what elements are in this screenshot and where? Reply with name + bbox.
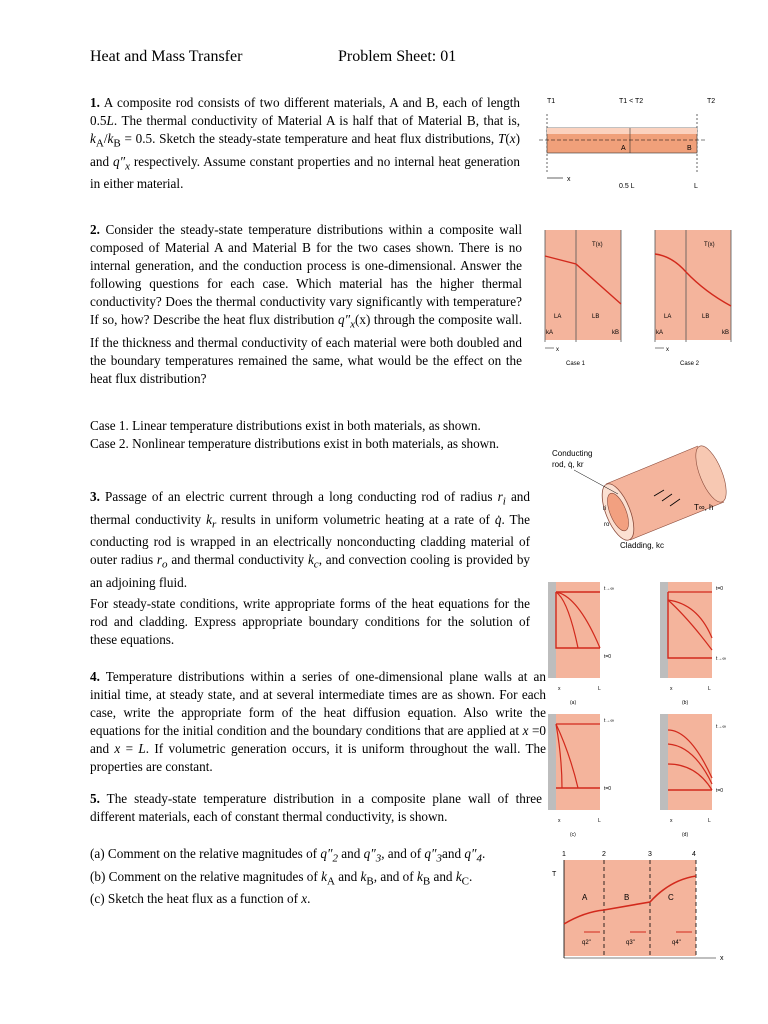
fig3-label-2: rod, q̇, kr <box>552 460 584 469</box>
fig1-material-a: A <box>621 145 626 152</box>
fig3-label-1: Conducting <box>552 449 593 458</box>
conducting-rod-figure <box>548 444 748 554</box>
case1-kb: kB <box>612 330 620 336</box>
fig4a-l: L <box>598 686 601 692</box>
fig5-q2: q2" <box>582 940 591 946</box>
fig4d-caption: (d) <box>682 832 689 838</box>
course-title: Heat and Mass Transfer <box>90 48 243 65</box>
fig4c-tinf: t→∞ <box>604 718 614 724</box>
fig4a-caption: (a) <box>570 700 577 706</box>
case2-lb: LB <box>702 314 710 320</box>
fig4d-l: L <box>708 818 711 824</box>
fig5-x: x <box>720 955 724 962</box>
fig4c-l: L <box>598 818 601 824</box>
fig5-n4: 4 <box>692 851 696 858</box>
fig1-l-label: L <box>694 183 698 190</box>
fig4a-t0: t=0 <box>604 654 612 660</box>
fig1-t1-lt-t2-label: T1 < T2 <box>619 98 644 105</box>
problem-1-text: 1. A composite rod consists of two different materials, A and B, each of length 0.5L. The thermal conductivity of Material A is half that of Material B, that is, $k_A/k_B = 0.5$. Sketch the steady-state temperature and heat flux distributions, T(x) and $q''_x$ respectively. Assume constant properties and no internal heat generation in either material. <box>90 95 520 192</box>
fig5-b: B <box>624 893 630 902</box>
case1-tx-label: T(x) <box>592 242 603 248</box>
case1-x: x <box>556 347 559 353</box>
problem-5-text: 5. The steady-state temperature distribution in a composite plane wall of three different materials, each of constant thermal conductivity, is shown. <box>90 791 542 824</box>
problem-4-text: 4. Temperature distributions within a series of one-dimensional plane walls at an initial time, at steady state, and at several intermediate times are as shown. For each case, write the appropriate form of the heat diffusion equation. Also write the equations for the initial condition and the boundary conditions that are applied at x =0 and x = L. If volumetric generation occurs, it is uniform throughout the wall. The properties are constant. <box>90 669 546 774</box>
case1-la: LA <box>554 314 562 320</box>
fig3-cladding: Cladding, kc <box>620 541 665 550</box>
fig4b-tinf: t→∞ <box>716 656 726 662</box>
fig4c-caption: (c) <box>570 832 576 838</box>
case2-ka: kA <box>656 330 664 336</box>
fig1-half-label: 0.5 L <box>619 183 635 190</box>
problem-3-conditions: For steady-state conditions, write appropriate forms of the heat equations for the rod and cladding. Express appropriate boundary conditions for the solution of these equations. <box>90 596 530 647</box>
fig1-material-b: B <box>687 145 692 152</box>
fig4b-l: L <box>708 686 711 692</box>
case1-ka: kA <box>546 330 554 336</box>
problem-3-text: 3. Passage of an electric current through a long conducting rod of radius $r_i$ and thermal conductivity $k_r$ results in uniform volumetric heating at a rate of q̇. The conducting rod is wrapped in an electrically nonconducting cladding material of outer radius $r_o$ and thermal conductivity $k_c$, and convection cooling is provided by an adjoining fluid. <box>90 489 531 590</box>
fig5-n1: 1 <box>562 851 566 858</box>
fig1-x-label: x <box>567 176 571 183</box>
fig5-q3: q3" <box>626 940 635 946</box>
fig4a-tinf: t→∞ <box>604 586 614 592</box>
fig4d-x: x <box>670 818 673 824</box>
case2-x: x <box>666 347 669 353</box>
case2-kb: kB <box>722 330 730 336</box>
fig4d-t0: t=0 <box>716 788 724 794</box>
fig5-n3: 3 <box>648 851 652 858</box>
case2-caption: Case 2 <box>680 361 700 367</box>
fig4b-x: x <box>670 686 673 692</box>
fig5-c: C <box>668 893 674 902</box>
case-answers: Case 1. Linear temperature distributions exist in both materials, as shown. Case 2. Nonlinear temperature distributions exist in both materials, as shown. <box>90 418 500 451</box>
plane-wall-transients-figure <box>548 578 758 838</box>
composite-wall-cases-figure <box>540 226 740 374</box>
three-layer-wall-figure <box>548 846 748 966</box>
fig3-fluid: T∞, h <box>694 503 714 512</box>
case2-tx-label: T(x) <box>704 242 715 248</box>
problem-2-text: 2. Consider the steady-state temperature distributions within a composite wall composed of Material A and Material B for the two cases shown. There is no internal generation, and the conduction process is one-dimensional. Answer the following questions for each case. Which material has the higher thermal conductivity? Does the thermal conductivity vary significantly with temperature? If so, how? Describe the heat flux distribution $q''_x(x)$ through the composite wall. If the thickness and thermal conductivity of each material were both doubled and the boundary temperatures remained the same, what would be the effect on the heat flux distribution? <box>90 222 522 386</box>
fig5-a: A <box>582 893 588 902</box>
fig5-n2: 2 <box>602 851 606 858</box>
fig5-q4: q4" <box>672 940 681 946</box>
problem-5-parts: (a) Comment on the relative magnitudes of $q''_2$ and $q''_3$, and of $q''_3and$ $q''_4$. (b) Comment on the relative magnitudes of $k_A$ and $k_B$, and of $k_B$ and $k_C$. (c) Sketch the heat flux as a function of x. <box>90 846 486 907</box>
fig3-ro: ro <box>604 522 610 528</box>
fig3-ri: ri <box>603 506 607 512</box>
fig4d-tinf: t→∞ <box>716 724 726 730</box>
case2-la: LA <box>664 314 672 320</box>
case1-caption: Case 1 <box>566 361 586 367</box>
sheet-title: Problem Sheet: 01 <box>338 48 457 65</box>
fig4a-x: x <box>558 686 561 692</box>
fig4c-x: x <box>558 818 561 824</box>
fig4c-t0: t=0 <box>604 786 612 792</box>
fig4b-t0: t=0 <box>716 586 724 592</box>
case1-lb: LB <box>592 314 600 320</box>
fig5-t: T <box>552 871 557 878</box>
fig1-t1-label: T1 <box>547 98 556 105</box>
fig4b-caption: (b) <box>682 700 689 706</box>
composite-rod-figure <box>535 92 725 192</box>
fig1-t2-label: T2 <box>707 98 716 105</box>
